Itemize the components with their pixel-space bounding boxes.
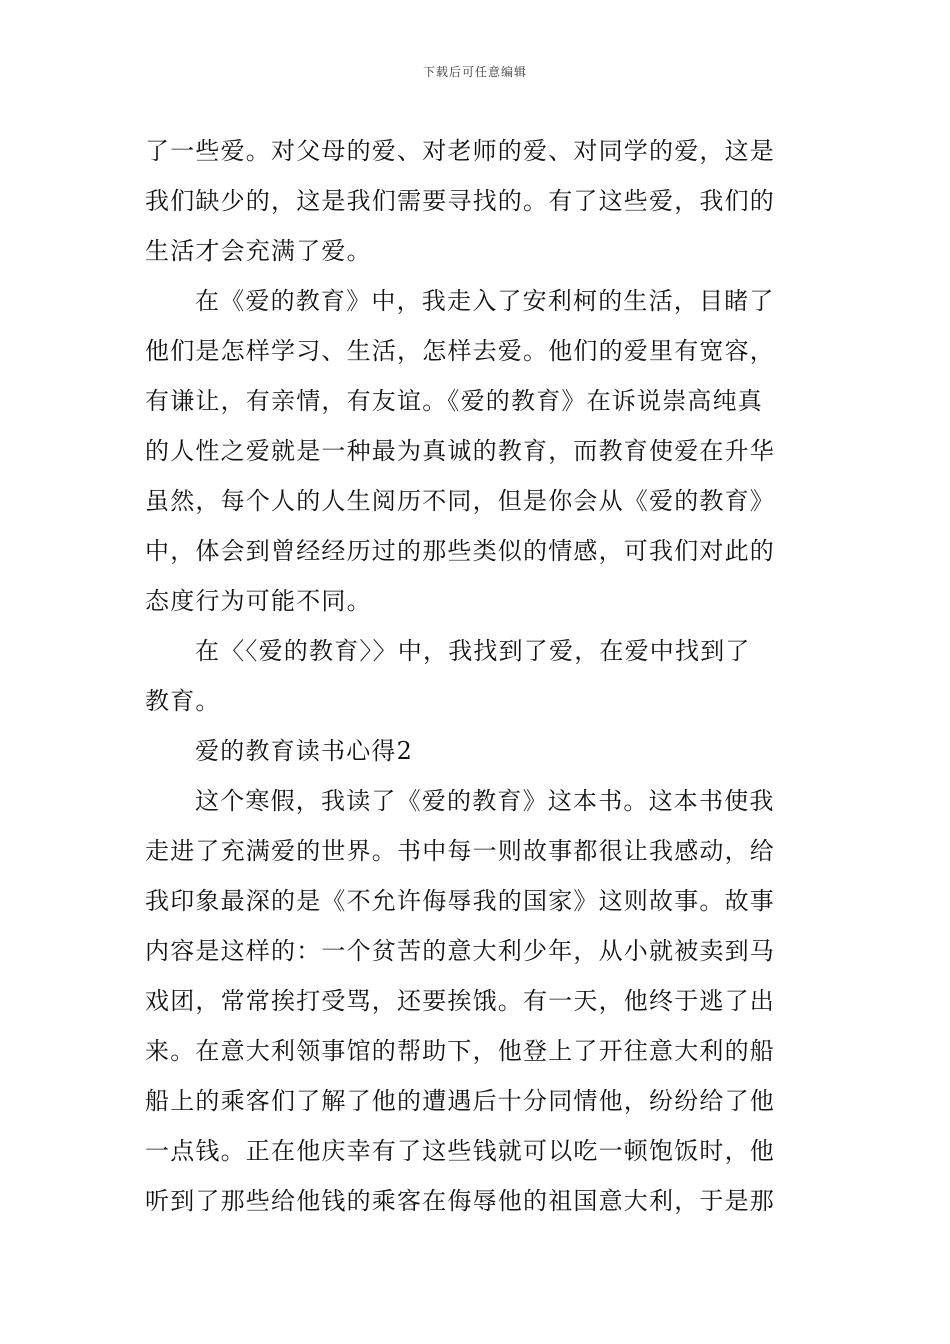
- text-line: 戏团，常常挨打受骂，还要挨饿。有一天，他终于逃了出: [145, 987, 775, 1015]
- text-line: 生活才会充满了爱。: [145, 237, 372, 265]
- text-line: 了一些爱。对父母的爱、对老师的爱、对同学的爱，这是: [145, 137, 775, 165]
- text-line: 教育。: [145, 687, 221, 715]
- text-line: 船上的乘客们了解了他的遭遇后十分同情他，纷纷给了他: [145, 1087, 775, 1115]
- text-line: 这个寒假，我读了《爱的教育》这本书。这本书使我: [195, 787, 775, 815]
- section-heading: 爱的教育读书心得2: [195, 737, 414, 765]
- text-line: 在〈〈爱的教育〉〉中，我找到了爱，在爱中找到了: [195, 637, 751, 665]
- text-line: 我们缺少的，这是我们需要寻找的。有了这些爱，我们的: [145, 187, 775, 215]
- text-line: 的人性之爱就是一种最为真诚的教育，而教育使爱在升华: [145, 437, 775, 465]
- page-header-note: 下载后可任意编辑: [422, 65, 527, 79]
- text-line: 一点钱。正在他庆幸有了这些钱就可以吃一顿饱饭时，他: [145, 1137, 775, 1165]
- text-line: 他们是怎样学习、生活，怎样去爱。他们的爱里有宽容，: [145, 337, 775, 365]
- text-line: 听到了那些给他钱的乘客在侮辱他的祖国意大利，于是那: [145, 1187, 775, 1215]
- text-line: 虽然，每个人的人生阅历不同，但是你会从《爱的教育》: [145, 487, 775, 515]
- text-line: 走进了充满爱的世界。书中每一则故事都很让我感动，给: [145, 837, 775, 865]
- text-line: 中，体会到曾经经历过的那些类似的情感，可我们对此的: [145, 537, 775, 565]
- text-line: 有谦让，有亲情，有友谊。《爱的教育》在诉说崇高纯真: [145, 387, 763, 415]
- document-body: [145, 126, 809, 1226]
- text-line: 内容是这样的：一个贫苦的意大利少年，从小就被卖到马: [145, 937, 775, 965]
- text-line: 来。在意大利领事馆的帮助下，他登上了开往意大利的船: [145, 1037, 775, 1065]
- text-line: 我印象最深的是《不允许侮辱我的国家》这则故事。故事: [145, 887, 775, 915]
- text-line: 态度行为可能不同。: [145, 587, 372, 615]
- text-line: 在《爱的教育》中，我走入了安利柯的生活，目睹了: [195, 287, 775, 315]
